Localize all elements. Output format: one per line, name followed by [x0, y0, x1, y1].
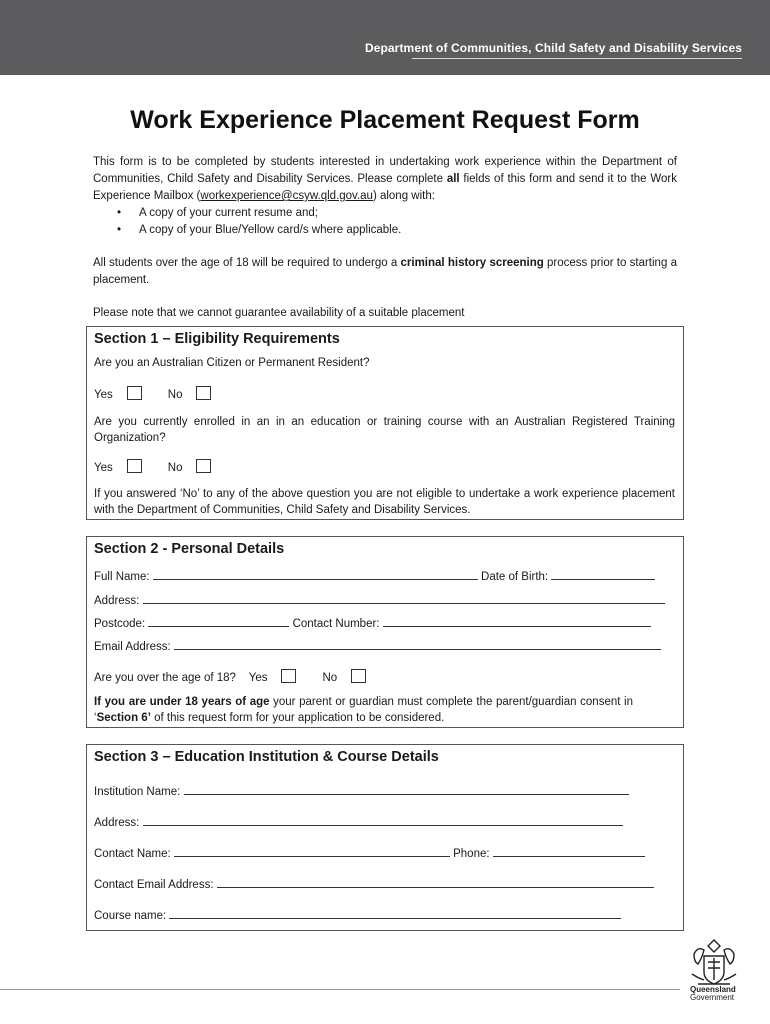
course-name-field[interactable]	[169, 907, 621, 919]
section-title: Section 3 – Education Institution & Course Details	[94, 749, 439, 765]
attachment-list	[93, 205, 677, 239]
eligibility-note: If you answered ‘No’ to any of the above question you are not eligible to undertake a work experience placement with the Department of Communities, Child Safety and Disability Services.	[94, 488, 675, 516]
citizen-answer-row: Yes No	[94, 386, 675, 401]
enrolled-answer-row: Yes No	[94, 459, 675, 474]
contact-name-field[interactable]	[174, 845, 450, 857]
list-item: • A copy of your current resume and;	[139, 205, 677, 222]
institution-name-field[interactable]	[184, 783, 629, 795]
address-row: Address:	[94, 592, 675, 607]
contact-email-field[interactable]	[217, 876, 654, 888]
citizen-no-checkbox[interactable]	[196, 386, 211, 400]
section-title: Section 1 – Eligibility Requirements	[94, 331, 340, 347]
guardian-note: If you are under 18 years of age your parent or guardian must complete the parent/guardian consent in ‘Section 6’ of this request form for your application to be considered.	[94, 696, 633, 724]
institution-row: Institution Name:	[94, 783, 675, 798]
contact-number-field[interactable]	[383, 615, 651, 627]
footer-divider	[0, 989, 680, 990]
enrolled-yes-checkbox[interactable]	[127, 459, 142, 473]
screening-paragraph: All students over the age of 18 will be required to undergo a criminal history screening process prior to starting a placement.	[93, 257, 677, 286]
postcode-contact-row: Postcode: Contact Number:	[94, 615, 675, 630]
address-field[interactable]	[143, 592, 665, 604]
header-divider	[412, 58, 742, 59]
enrolled-no-checkbox[interactable]	[196, 459, 211, 473]
date-of-birth-field[interactable]	[551, 568, 655, 580]
question-enrolled: Are you currently enrolled in an in an education or training course with an Australian Registered Training Organization?	[94, 416, 675, 444]
citizen-yes-checkbox[interactable]	[127, 386, 142, 400]
availability-note: Please note that we cannot guarantee availability of a suitable placement	[93, 307, 465, 319]
course-row: Course name:	[94, 907, 675, 922]
contact-email-row: Contact Email Address:	[94, 876, 675, 891]
email-row: Email Address:	[94, 638, 675, 653]
header-band	[0, 0, 770, 75]
over18-yes-checkbox[interactable]	[281, 669, 296, 683]
institution-address-row: Address:	[94, 814, 675, 829]
mailbox-link[interactable]: workexperience@csyw.qld.gov.au	[200, 190, 373, 202]
phone-field[interactable]	[493, 845, 645, 857]
over18-row: Are you over the age of 18? Yes No	[94, 669, 675, 684]
queensland-government-logo: Queensland Government	[690, 985, 736, 1002]
question-citizen: Are you an Australian Citizen or Permanent Resident?	[94, 357, 370, 369]
full-name-field[interactable]	[153, 568, 478, 580]
intro-text	[93, 154, 677, 322]
email-field[interactable]	[174, 638, 661, 650]
over18-no-checkbox[interactable]	[351, 669, 366, 683]
department-name: Department of Communities, Child Safety and Disability Services	[364, 41, 742, 55]
section-personal-details	[86, 536, 684, 728]
section-education-details	[86, 744, 684, 931]
contact-phone-row: Contact Name: Phone:	[94, 845, 675, 860]
intro-paragraph: This form is to be completed by students interested in undertaking work experience within the Department of Communities, Child Safety and Disability Services. Please complete all fields of this form and send it to the Work Experience Mailbox (workexperience@csyw.qld.gov.au) along with:	[93, 156, 677, 202]
name-dob-row: Full Name: Date of Birth:	[94, 568, 675, 583]
section-eligibility	[86, 326, 684, 520]
postcode-field[interactable]	[148, 615, 289, 627]
list-item: • A copy of your Blue/Yellow card/s where applicable.	[139, 222, 677, 239]
institution-address-field[interactable]	[143, 814, 623, 826]
page-title: Work Experience Placement Request Form	[130, 106, 640, 134]
section-title: Section 2 - Personal Details	[94, 541, 285, 557]
